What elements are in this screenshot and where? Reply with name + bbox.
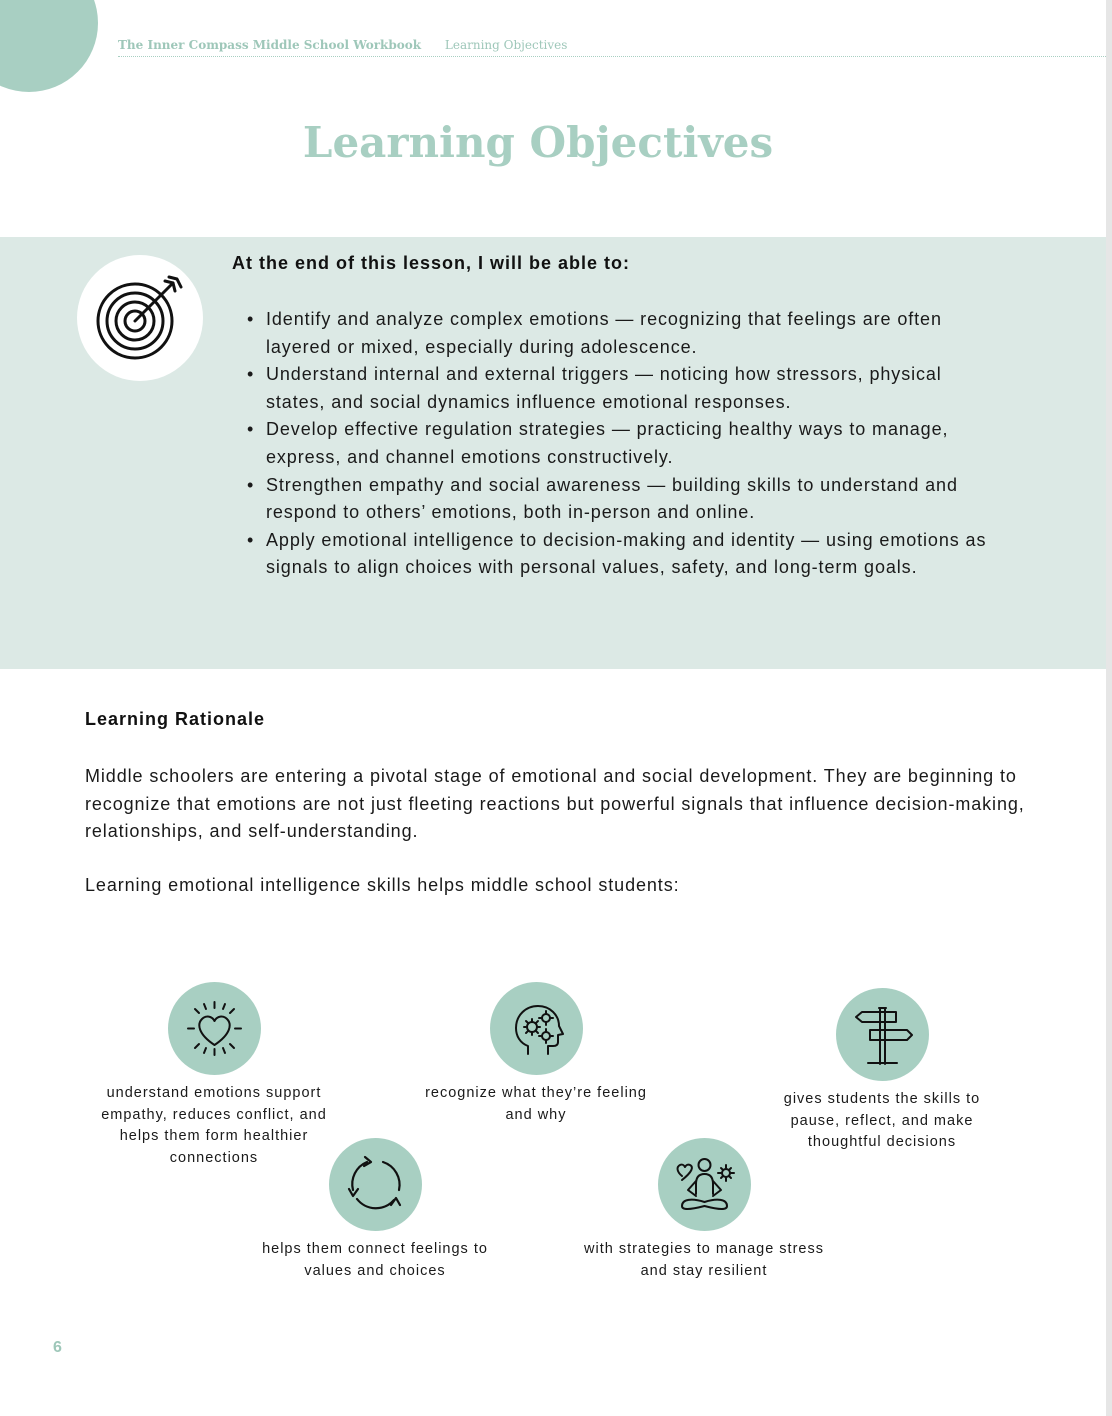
target-badge bbox=[77, 255, 203, 381]
signpost-icon bbox=[852, 1004, 913, 1065]
page-title: Learning Objectives bbox=[302, 118, 774, 167]
header-section: Learning Objectives bbox=[444, 38, 568, 52]
objective-item: • Strengthen empathy and social awareness — building skills to understand and respond to others’ emotions, both in-person and online. bbox=[266, 472, 1006, 527]
benefit-icon-circle bbox=[658, 1138, 751, 1231]
objective-item: • Develop effective regulation strategies — practicing healthy ways to manage, express, and channel emotions constructively. bbox=[266, 416, 1006, 471]
benefit-caption: with strategies to manage stress and stay resilient bbox=[584, 1241, 824, 1279]
benefit-caption: gives students the skills to pause, reflect, and make thoughtful decisions bbox=[783, 1091, 981, 1150]
benefit-resilience bbox=[578, 1138, 830, 1282]
benefit-caption: recognize what they’re feeling and why bbox=[425, 1085, 647, 1123]
heart-icon bbox=[184, 998, 245, 1059]
rationale-lead: Learning emotional intelligence skills helps middle school students: bbox=[85, 875, 680, 895]
rationale-paragraph: Middle schoolers are entering a pivotal stage of emotional and social development. They are beginning to recognize that emotions are not just fleeting reactions but powerful signals that influence decision-making, relationships, and self-understanding. bbox=[85, 766, 1025, 842]
page-edge bbox=[1106, 0, 1112, 1416]
benefit-recognize bbox=[418, 982, 654, 1126]
objectives-list bbox=[266, 306, 1006, 582]
target-arrow-icon bbox=[95, 273, 185, 363]
meditation-icon bbox=[674, 1154, 735, 1215]
objective-item: • Identify and analyze complex emotions — recognizing that feelings are often layered or mixed, especially during adolescence. bbox=[266, 306, 1006, 361]
benefit-icon-circle bbox=[490, 982, 583, 1075]
cycle-arrows-icon bbox=[345, 1154, 406, 1215]
running-header bbox=[118, 38, 1106, 57]
benefit-decisions bbox=[778, 988, 986, 1154]
benefit-icon-circle bbox=[836, 988, 929, 1081]
objective-item: • Understand internal and external triggers — noticing how stressors, physical states, and social dynamics influence emotional responses. bbox=[266, 361, 1006, 416]
rationale-heading: Learning Rationale bbox=[85, 709, 266, 729]
benefit-values bbox=[255, 1138, 495, 1282]
objectives-lead: At the end of this lesson, I will be able to: bbox=[232, 253, 631, 273]
benefit-caption: understand emotions support empathy, reduces conflict, and helps them form healthier connections bbox=[101, 1085, 327, 1166]
benefit-icon-circle bbox=[329, 1138, 422, 1231]
objective-item: • Apply emotional intelligence to decision-making and identity — using emotions as signals to align choices with personal values, safety, and long-term goals. bbox=[266, 527, 1006, 582]
head-gears-icon bbox=[506, 998, 567, 1059]
book-title: The Inner Compass Middle School Workbook bbox=[118, 38, 422, 52]
benefit-icon-circle bbox=[168, 982, 261, 1075]
benefit-caption: helps them connect feelings to values and choices bbox=[262, 1241, 488, 1279]
corner-decoration bbox=[0, 0, 98, 92]
page-number: 6 bbox=[53, 1339, 62, 1356]
